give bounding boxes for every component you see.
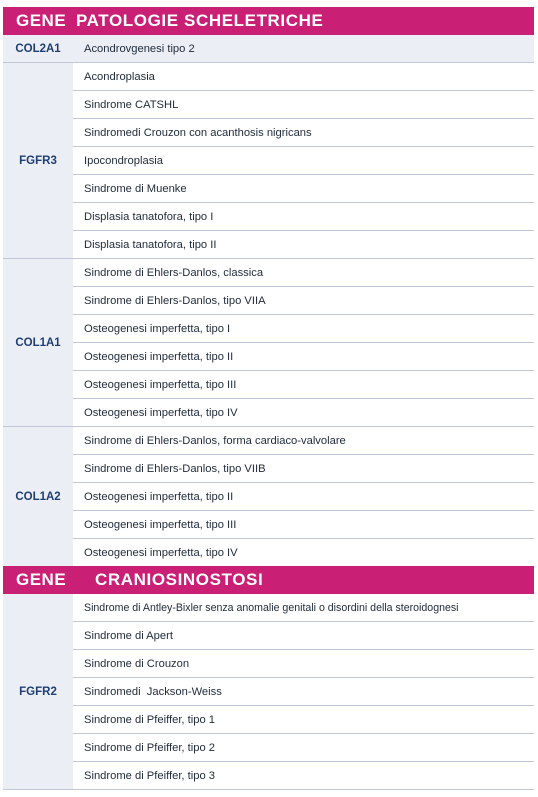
disease-row: Sindrome di Pfeiffer, tipo 3: [73, 762, 534, 790]
disease-row: Sindrome di Ehlers-Danlos, tipo VIIB: [73, 455, 534, 483]
gene-column-header: GENE: [16, 570, 67, 589]
disease-row: Ipocondroplasia: [73, 147, 534, 175]
gene-column-header: GENE: [16, 11, 67, 30]
disease-list: [73, 63, 534, 259]
gene-cell: [3, 63, 73, 259]
disease-row: Sindrome CATSHL: [73, 91, 534, 119]
gene-label: FGFR3: [19, 154, 57, 167]
section-title: PATOLOGIE SCHELETRICHE: [76, 11, 324, 30]
disease-row: Displasia tanatofora, tipo I: [73, 203, 534, 231]
cranio-section-header: [3, 566, 534, 594]
disease-row: Sindrome di Ehlers-Danlos, tipo VIIA: [73, 287, 534, 315]
disease-row: Sindrome di Muenke: [73, 175, 534, 203]
disease-row: Sindrome di Antley-Bixler senza anomalie genitali o disordini della steroidognesi: [73, 594, 534, 622]
disease-row: Sindrome di Ehlers-Danlos, forma cardiaco-valvolare: [73, 427, 534, 455]
section-title: CRANIOSINOSTOSI: [95, 570, 264, 589]
disease-row: Osteogenesi imperfetta, tipo III: [73, 371, 534, 399]
disease-row: Acondrovgenesi tipo 2: [73, 35, 534, 63]
gene-label: COL1A1: [15, 336, 61, 349]
gene-cell: [3, 594, 73, 790]
disease-row: Sindrome di Crouzon: [73, 650, 534, 678]
disease-list: [73, 35, 534, 63]
disease-row: Osteogenesi imperfetta, tipo II: [73, 343, 534, 371]
gene-label: COL1A2: [15, 490, 61, 503]
disease-row: Sindromedi Jackson-Weiss: [73, 678, 534, 706]
disease-row: Osteogenesi imperfetta, tipo IV: [73, 399, 534, 427]
disease-row: Acondroplasia: [73, 63, 534, 91]
disease-row: Osteogenesi imperfetta, tipo II: [73, 483, 534, 511]
disease-row: Displasia tanatofora, tipo II: [73, 231, 534, 259]
gene-group-col1a2: [3, 427, 534, 567]
disease-list: [73, 259, 534, 427]
gene-label: FGFR2: [19, 685, 57, 698]
skeletal-section-header: [3, 7, 534, 35]
disease-row: Sindrome di Pfeiffer, tipo 2: [73, 734, 534, 762]
gene-group-col1a1: [3, 259, 534, 427]
gene-cell: [3, 259, 73, 427]
disease-row: Sindrome di Ehlers-Danlos, classica: [73, 259, 534, 287]
gene-group-col2a1: [3, 35, 534, 63]
disease-row: Osteogenesi imperfetta, tipo III: [73, 511, 534, 539]
disease-row: Sindrome di Apert: [73, 622, 534, 650]
gene-cell: [3, 35, 73, 63]
gene-label: COL2A1: [15, 42, 61, 55]
disease-row: Osteogenesi imperfetta, tipo I: [73, 315, 534, 343]
disease-list: [73, 594, 534, 790]
disease-row: Osteogenesi imperfetta, tipo IV: [73, 539, 534, 567]
disease-row: Sindrome di Pfeiffer, tipo 1: [73, 706, 534, 734]
gene-cell: [3, 427, 73, 567]
disease-list: [73, 427, 534, 567]
disease-row: Sindromedi Crouzon con acanthosis nigricans: [73, 119, 534, 147]
gene-group-fgfr3: [3, 63, 534, 259]
gene-group-fgfr2: [3, 594, 534, 790]
